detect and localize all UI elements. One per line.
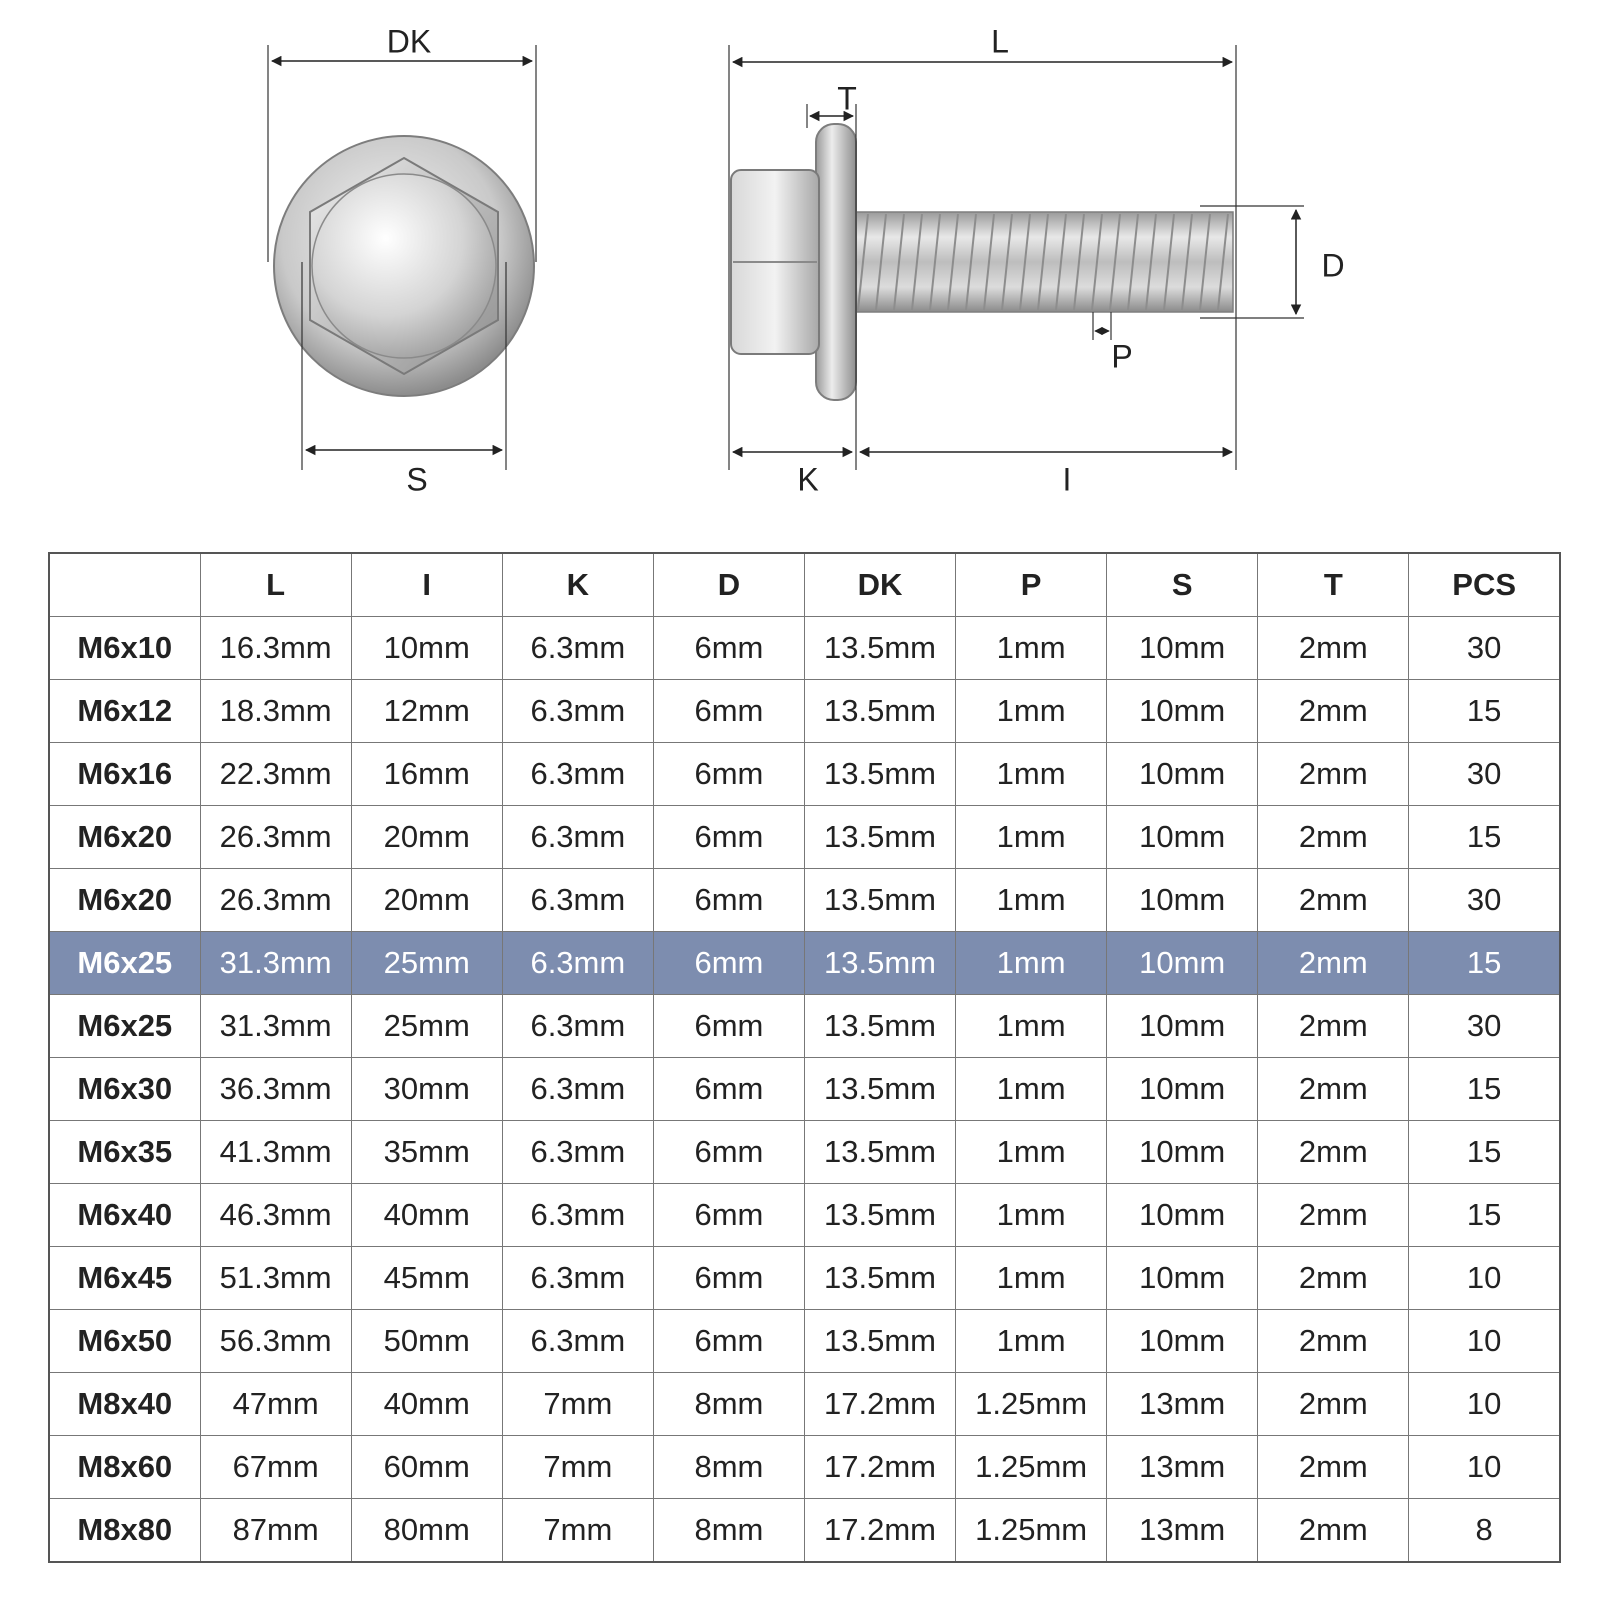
size-cell: M6x40 — [49, 1184, 200, 1247]
value-cell: 8mm — [653, 1499, 804, 1563]
value-cell: 17.2mm — [804, 1499, 955, 1563]
value-cell: 6.3mm — [502, 1310, 653, 1373]
table-row — [49, 1373, 1560, 1436]
value-cell: 15 — [1409, 806, 1560, 869]
size-cell: M6x50 — [49, 1310, 200, 1373]
label-d: D — [1321, 247, 1345, 284]
specification-table — [48, 552, 1561, 1563]
value-cell: 18.3mm — [200, 680, 351, 743]
value-cell: 36.3mm — [200, 1058, 351, 1121]
table-row — [49, 680, 1560, 743]
table-row — [49, 1121, 1560, 1184]
value-cell: 87mm — [200, 1499, 351, 1563]
value-cell: 13.5mm — [804, 680, 955, 743]
value-cell: 13.5mm — [804, 806, 955, 869]
value-cell: 10 — [1409, 1247, 1560, 1310]
value-cell: 10mm — [1107, 1058, 1258, 1121]
value-cell: 1mm — [956, 1310, 1107, 1373]
header-cell: P — [956, 553, 1107, 617]
side-flange — [816, 124, 856, 400]
label-s: S — [406, 461, 428, 498]
value-cell: 2mm — [1258, 1247, 1409, 1310]
value-cell: 30 — [1409, 869, 1560, 932]
value-cell: 2mm — [1258, 806, 1409, 869]
value-cell: 17.2mm — [804, 1436, 955, 1499]
value-cell: 10mm — [1107, 1184, 1258, 1247]
header-cell — [49, 553, 200, 617]
value-cell: 45mm — [351, 1247, 502, 1310]
table-row — [49, 743, 1560, 806]
value-cell: 30 — [1409, 617, 1560, 680]
value-cell: 56.3mm — [200, 1310, 351, 1373]
value-cell: 1mm — [956, 1121, 1107, 1184]
value-cell: 6mm — [653, 1310, 804, 1373]
size-cell: M6x45 — [49, 1247, 200, 1310]
value-cell: 15 — [1409, 1184, 1560, 1247]
value-cell: 10mm — [1107, 617, 1258, 680]
value-cell: 2mm — [1258, 1121, 1409, 1184]
label-dk: DK — [386, 23, 432, 60]
value-cell: 6.3mm — [502, 680, 653, 743]
value-cell: 6mm — [653, 932, 804, 995]
value-cell: 6mm — [653, 869, 804, 932]
value-cell: 15 — [1409, 1058, 1560, 1121]
value-cell: 10 — [1409, 1436, 1560, 1499]
value-cell: 2mm — [1258, 617, 1409, 680]
value-cell: 1mm — [956, 806, 1107, 869]
value-cell: 13.5mm — [804, 1310, 955, 1373]
value-cell: 13.5mm — [804, 1247, 955, 1310]
value-cell: 6mm — [653, 680, 804, 743]
bolt-dimension-diagram — [0, 0, 1600, 530]
header-cell: K — [502, 553, 653, 617]
value-cell: 1mm — [956, 869, 1107, 932]
value-cell: 25mm — [351, 932, 502, 995]
value-cell: 6mm — [653, 617, 804, 680]
value-cell: 31.3mm — [200, 995, 351, 1058]
value-cell: 30 — [1409, 743, 1560, 806]
value-cell: 1mm — [956, 680, 1107, 743]
value-cell: 7mm — [502, 1373, 653, 1436]
value-cell: 10mm — [1107, 806, 1258, 869]
header-cell: D — [653, 553, 804, 617]
value-cell: 13.5mm — [804, 1058, 955, 1121]
value-cell: 10 — [1409, 1310, 1560, 1373]
value-cell: 30 — [1409, 995, 1560, 1058]
table-row — [49, 1310, 1560, 1373]
value-cell: 2mm — [1258, 680, 1409, 743]
table-row — [49, 869, 1560, 932]
value-cell: 22.3mm — [200, 743, 351, 806]
value-cell: 12mm — [351, 680, 502, 743]
value-cell: 6mm — [653, 1184, 804, 1247]
value-cell: 8 — [1409, 1499, 1560, 1563]
header-cell: I — [351, 553, 502, 617]
table-row — [49, 995, 1560, 1058]
value-cell: 6.3mm — [502, 995, 653, 1058]
value-cell: 2mm — [1258, 1373, 1409, 1436]
value-cell: 6mm — [653, 1058, 804, 1121]
value-cell: 13.5mm — [804, 743, 955, 806]
value-cell: 2mm — [1258, 1184, 1409, 1247]
value-cell: 15 — [1409, 680, 1560, 743]
bolt-front-view — [274, 136, 534, 396]
label-l: L — [991, 23, 1009, 60]
size-cell: M8x80 — [49, 1499, 200, 1563]
value-cell: 2mm — [1258, 995, 1409, 1058]
value-cell: 13mm — [1107, 1436, 1258, 1499]
value-cell: 46.3mm — [200, 1184, 351, 1247]
value-cell: 13.5mm — [804, 995, 955, 1058]
value-cell: 10mm — [1107, 995, 1258, 1058]
value-cell: 40mm — [351, 1373, 502, 1436]
size-cell: M6x16 — [49, 743, 200, 806]
value-cell: 10mm — [1107, 1121, 1258, 1184]
value-cell: 1mm — [956, 995, 1107, 1058]
size-cell: M8x60 — [49, 1436, 200, 1499]
size-cell: M6x12 — [49, 680, 200, 743]
label-k: K — [797, 461, 819, 498]
value-cell: 6mm — [653, 806, 804, 869]
size-cell: M6x20 — [49, 806, 200, 869]
value-cell: 8mm — [653, 1373, 804, 1436]
value-cell: 1.25mm — [956, 1436, 1107, 1499]
value-cell: 1mm — [956, 743, 1107, 806]
value-cell: 67mm — [200, 1436, 351, 1499]
table-row — [49, 1436, 1560, 1499]
value-cell: 15 — [1409, 932, 1560, 995]
value-cell: 13.5mm — [804, 1121, 955, 1184]
value-cell: 13.5mm — [804, 1184, 955, 1247]
value-cell: 10mm — [1107, 680, 1258, 743]
value-cell: 25mm — [351, 995, 502, 1058]
value-cell: 6.3mm — [502, 617, 653, 680]
size-cell: M6x10 — [49, 617, 200, 680]
value-cell: 26.3mm — [200, 869, 351, 932]
value-cell: 1.25mm — [956, 1373, 1107, 1436]
label-t: T — [837, 80, 857, 117]
value-cell: 20mm — [351, 869, 502, 932]
value-cell: 40mm — [351, 1184, 502, 1247]
value-cell: 1mm — [956, 617, 1107, 680]
value-cell: 10mm — [1107, 932, 1258, 995]
value-cell: 17.2mm — [804, 1373, 955, 1436]
value-cell: 6.3mm — [502, 1121, 653, 1184]
value-cell: 2mm — [1258, 1499, 1409, 1563]
value-cell: 6.3mm — [502, 1247, 653, 1310]
value-cell: 10mm — [351, 617, 502, 680]
table-row — [49, 1499, 1560, 1563]
value-cell: 10mm — [1107, 869, 1258, 932]
value-cell: 2mm — [1258, 743, 1409, 806]
size-cell: M6x25 — [49, 995, 200, 1058]
value-cell: 2mm — [1258, 1436, 1409, 1499]
value-cell: 13.5mm — [804, 932, 955, 995]
value-cell: 6.3mm — [502, 1058, 653, 1121]
value-cell: 2mm — [1258, 1310, 1409, 1373]
value-cell: 6mm — [653, 1247, 804, 1310]
value-cell: 51.3mm — [200, 1247, 351, 1310]
value-cell: 8mm — [653, 1436, 804, 1499]
head-cap — [312, 174, 496, 358]
value-cell: 35mm — [351, 1121, 502, 1184]
table-row — [49, 1184, 1560, 1247]
value-cell: 2mm — [1258, 932, 1409, 995]
size-cell: M6x25 — [49, 932, 200, 995]
table-header-row — [49, 553, 1560, 617]
value-cell: 60mm — [351, 1436, 502, 1499]
value-cell: 7mm — [502, 1436, 653, 1499]
value-cell: 6.3mm — [502, 869, 653, 932]
value-cell: 16mm — [351, 743, 502, 806]
header-cell: L — [200, 553, 351, 617]
value-cell: 10mm — [1107, 1310, 1258, 1373]
value-cell: 7mm — [502, 1499, 653, 1563]
value-cell: 80mm — [351, 1499, 502, 1563]
value-cell: 41.3mm — [200, 1121, 351, 1184]
value-cell: 1mm — [956, 1058, 1107, 1121]
value-cell: 6mm — [653, 743, 804, 806]
label-p: P — [1111, 338, 1133, 375]
value-cell: 2mm — [1258, 1058, 1409, 1121]
label-i: I — [1062, 461, 1072, 498]
value-cell: 47mm — [200, 1373, 351, 1436]
value-cell: 26.3mm — [200, 806, 351, 869]
header-cell: T — [1258, 553, 1409, 617]
value-cell: 1mm — [956, 1247, 1107, 1310]
value-cell: 10 — [1409, 1373, 1560, 1436]
value-cell: 13mm — [1107, 1373, 1258, 1436]
size-cell: M6x35 — [49, 1121, 200, 1184]
value-cell: 20mm — [351, 806, 502, 869]
value-cell: 10mm — [1107, 743, 1258, 806]
value-cell: 6.3mm — [502, 806, 653, 869]
table-row — [49, 932, 1560, 995]
value-cell: 6.3mm — [502, 932, 653, 995]
value-cell: 13.5mm — [804, 617, 955, 680]
value-cell: 1mm — [956, 932, 1107, 995]
value-cell: 2mm — [1258, 869, 1409, 932]
table-row — [49, 1058, 1560, 1121]
value-cell: 10mm — [1107, 1247, 1258, 1310]
value-cell: 6.3mm — [502, 743, 653, 806]
header-cell: PCS — [1409, 553, 1560, 617]
table-row — [49, 806, 1560, 869]
header-cell: S — [1107, 553, 1258, 617]
value-cell: 1.25mm — [956, 1499, 1107, 1563]
size-cell: M6x30 — [49, 1058, 200, 1121]
table-row — [49, 617, 1560, 680]
value-cell: 16.3mm — [200, 617, 351, 680]
value-cell: 6.3mm — [502, 1184, 653, 1247]
header-cell: DK — [804, 553, 955, 617]
value-cell: 6mm — [653, 1121, 804, 1184]
value-cell: 13.5mm — [804, 869, 955, 932]
value-cell: 50mm — [351, 1310, 502, 1373]
value-cell: 6mm — [653, 995, 804, 1058]
bolt-side-view — [731, 124, 1233, 400]
value-cell: 13mm — [1107, 1499, 1258, 1563]
size-cell: M8x40 — [49, 1373, 200, 1436]
value-cell: 1mm — [956, 1184, 1107, 1247]
size-cell: M6x20 — [49, 869, 200, 932]
value-cell: 15 — [1409, 1121, 1560, 1184]
p-dimension — [1093, 312, 1111, 340]
value-cell: 31.3mm — [200, 932, 351, 995]
table-row — [49, 1247, 1560, 1310]
value-cell: 30mm — [351, 1058, 502, 1121]
